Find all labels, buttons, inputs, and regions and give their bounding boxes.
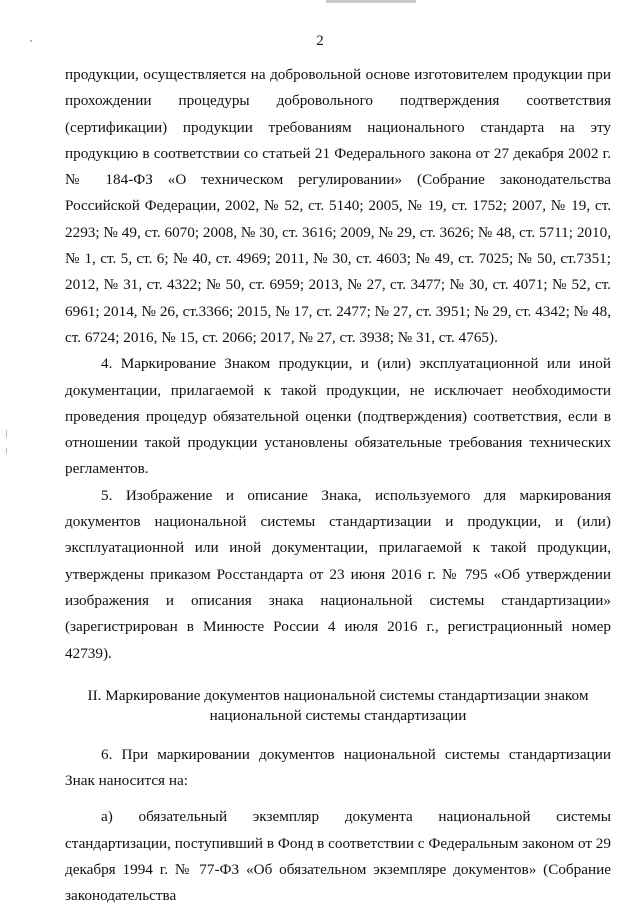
page-number: 2 — [316, 33, 324, 49]
paragraph-item-6: 6. При маркировании документов национальной системы стандартизации Знак наносится на: — [65, 745, 611, 790]
paragraph-item-5: 5. Изображение и описание Знака, используемого для маркирования документов национальной системы стандартизации и продукции, и (или) эксплуатационной или иной документации, прилагаемой к такой продукции, утверждены приказом Росстандарта от 23 июня 2016 г. № 795 «Об утверждении изображения и описания знака национальной системы стандартизации» (зарегистрирован в Минюсте России 4 июля 2016 г., регистрационный номер 42739). — [65, 486, 611, 662]
section-heading: II. Маркирование документов национальной системы стандартизации знаком национальной системы стандартизации — [87, 686, 589, 724]
document-body — [65, 62, 611, 910]
scan-speck — [6, 448, 7, 454]
paragraph-item-6a: а) обязательный экземпляр документа национальной системы стандартизации, поступивший в Фонд в соответствии с Федеральным законом от 29 декабря 1994 г. № 77-ФЗ «Об обязательном экземпляре документов» (Собрание законодательства — [65, 808, 611, 905]
scan-edge-line — [326, 0, 416, 3]
paragraph-item-4: 4. Маркирование Знаком продукции, и (или) эксплуатационной или иной документации, прилагаемой к такой продукции, не исключает необходимости проведения процедур обязательной оценки (подтверждения) соответствия, если в отношении такой продукции установлены обязательные требования технических регламентов. — [65, 355, 611, 478]
paragraph-continuation: продукции, осуществляется на добровольной основе изготовителем продукции при прохождении процедуры добровольного подтверждения соответствия (сертификации) продукции требованиям национального стандарта на эту продукцию в соответствии со статьей 21 Федерального закона от 27 декабря 2002 г. № 184-ФЗ «О техническом регулировании» (Собрание законодательства Российской Федерации, 2002, № 52, ст. 5140; 2005, № 19, ст. 1752; 2007, № 19, ст. 2293; № 49, ст. 6070; 2008, № 30, ст. 3616; 2009, № 29, ст. 3626; № 48, ст. 5711; 2010, № 1, ст. 5, ст. 6; № 40, ст. 4969; 2011, № 30, ст. 4603; № 49, ст. 7025; № 50, ст.7351; 2012, № 31, ст. 4322; № 50, ст. 6959; 2013, № 27, ст. 3477; № 30, ст. 4071; № 52, ст. 6961; 2014, № 26, ст.3366; 2015, № 17, ст. 2477; № 27, ст. 3951; № 29, ст. 4342; № 48, ст. 6724; 2016, № 15, ст. 2066; 2017, № 27, ст. 3938; № 31, ст. 4765). — [65, 66, 611, 346]
scan-speck — [6, 430, 7, 438]
